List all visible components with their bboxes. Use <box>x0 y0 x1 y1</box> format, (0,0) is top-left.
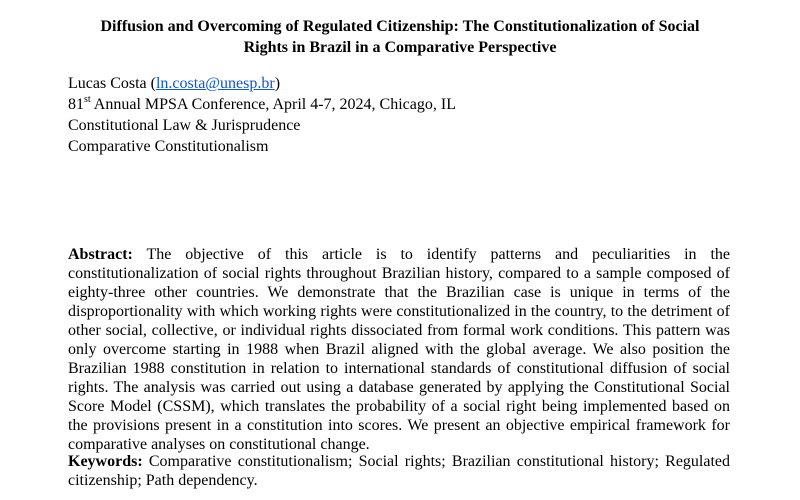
conference-ordinal-suffix: st <box>84 93 91 105</box>
conference-number: 81 <box>68 96 84 113</box>
abstract-text: The objective of this article is to identify patterns and peculiarities in the constitutionalization of social rights throughout Brazilian history, compared to a sample composed of eighty-three other countries. We demonstrate that the Brazilian case is unique in terms of the disproportionality with which working rights were constitutionalized in the country, to the detriment of other social, collective, or individual rights dissociated from formal work conditions. This pattern was only overcome starting in 1988 when Brazil aligned with the global average. We also position the Brazilian 1988 constitution in relation to international standards of constitutional diffusion of social rights. The analysis was carried out using a database generated by applying the Constitutional Social Score Model (CSSM), which translates the probability of a social right being implemented based on the provisions present in a constitution into scores. We present an objective empirical framework for comparative analyses on constitutional change. <box>68 246 730 453</box>
keywords-text: Comparative constitutionalism; Social rights; Brazilian constitutional history; Regulated citizenship; Path dependency. <box>68 453 731 489</box>
section-line-1: Constitutional Law & Jurisprudence <box>68 117 301 134</box>
abstract-paragraph <box>68 245 730 454</box>
abstract-label: Abstract: <box>68 246 133 263</box>
keywords-paragraph <box>68 452 730 490</box>
paper-title <box>60 16 740 58</box>
author-block <box>68 73 748 157</box>
author-close-paren: ) <box>274 75 281 92</box>
paper-title-line-2: Rights in Brazil in a Comparative Perspective <box>243 39 557 56</box>
conference-line <box>68 94 748 115</box>
conference-text: Annual MPSA Conference, April 4-7, 2024, Chicago, IL <box>90 96 456 113</box>
section-line-2: Comparative Constitutionalism <box>68 138 269 155</box>
keywords-label: Keywords: <box>68 453 143 470</box>
paper-title-line-1: Diffusion and Overcoming of Regulated Citizenship: The Constitutionalization of Social <box>100 18 700 35</box>
author-line <box>68 73 748 94</box>
author-name: Lucas Costa ( <box>68 75 156 92</box>
author-email-link[interactable]: ln.costa@unesp.br <box>155 75 275 92</box>
